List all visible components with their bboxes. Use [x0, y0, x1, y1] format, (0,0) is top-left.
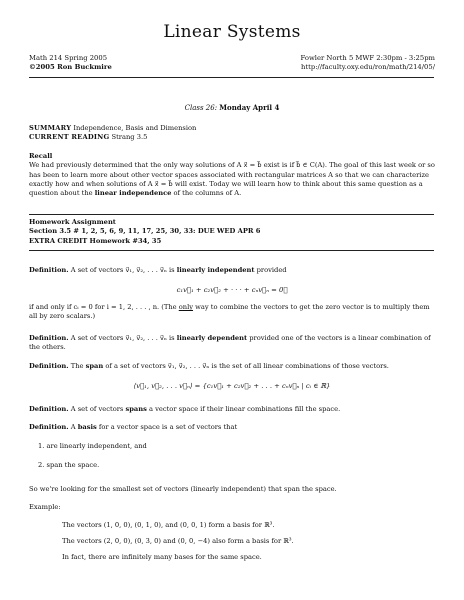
summary-text: Independence, Basis and Dimension [73, 124, 197, 132]
def3-text-b: of a set of vectors v⃗₁, v⃗₂, . . . v⃗ₙ is the set of all linear combinations of those vectors. [103, 362, 389, 370]
example-item: The vectors (2, 0, 0), (0, 3, 0) and (0, 0, −4) also form a basis for ℝ³. [62, 537, 294, 545]
def4-text-b: a vector space if their linear combinations fill the space. [146, 405, 341, 413]
recall-text [29, 161, 435, 198]
course-label: Math 214 Spring 2005 [29, 54, 108, 62]
homework-line1: Section 3.5 # 1, 2, 5, 6, 9, 11, 17, 25, 30, 33: DUE WED APR 6 [29, 227, 261, 236]
homework-line2: EXTRA CREDIT Homework #34, 35 [29, 236, 162, 245]
definition-span [29, 362, 435, 371]
list-item: 2. span the space. [38, 461, 100, 469]
summary-label: SUMMARY [29, 124, 72, 132]
def2-text-a: A set of vectors v⃗₁, v⃗₂, . . . v⃗ₙ is [68, 334, 177, 342]
def5-term: basis [77, 423, 97, 431]
def5-text-b: for a vector space is a set of vectors that [96, 423, 238, 431]
def5-label: Definition. [29, 423, 69, 431]
list-item: 1. are linearly independent, and [38, 442, 147, 450]
def1-after-a: if and only if cᵢ = 0 for i = 1, 2, . . . , n. (The [29, 303, 179, 311]
def3-term: span [85, 362, 104, 370]
def3-equation: ⟨v⃗₁, v⃗₂, . . . v⃗ₙ⟩ = {c₁v⃗₁ + c₂v⃗₂ + . . . + cₙv⃗ₙ | cᵢ ∈ ℝ} [133, 382, 331, 390]
def1-explanation [29, 303, 435, 322]
reading-text: Strang 3.5 [111, 133, 148, 142]
copyright-label: ©2005 Ron Buckmire [29, 63, 112, 71]
recall-text-b: of the columns of A. [171, 189, 242, 198]
basis-criteria-list [38, 442, 147, 470]
header-divider [29, 77, 434, 78]
def2-label: Definition. [29, 334, 69, 342]
course-url[interactable]: http://faculty.oxy.edu/ron/math/214/05/ [301, 63, 435, 71]
def4-text-a: A set of vectors [68, 405, 126, 413]
def3-text-a: The [68, 362, 86, 370]
recall-section [29, 152, 435, 198]
example-item: In fact, there are infinitely many bases for the same space. [62, 553, 262, 561]
recall-text-a: We had previously determined that the only way solutions of A x⃗ = b⃗ exist is if b⃗ ∈ C(A). The goal of this last week or so has been to learn more about other vector spaces associated with rectangular matrices A so that we can characterize exactly how and when solutions of A x⃗ = b⃗ will exist. Today we will learn how to think about this same question as a question about the [29, 161, 435, 198]
example-label: Example: [29, 503, 61, 511]
def1-equation: c₁v⃗₁ + c₂v⃗₂ + · · · + cₙv⃗ₙ = 0⃗ [176, 286, 288, 294]
homework-divider [29, 250, 434, 251]
class-line [0, 103, 464, 112]
def1-label: Definition. [29, 266, 69, 274]
reading-label: CURRENT READING [29, 133, 110, 142]
def1-after-b: way to combine the vectors to get the zero vector is to multiply them all by zero scalars.) [29, 303, 430, 321]
definition-spans [29, 405, 435, 414]
location-time: Fowler North 5 MWF 2:30pm - 3:25pm [300, 54, 435, 62]
def4-term: spans [125, 405, 147, 413]
recall-divider [29, 214, 434, 215]
summary-block [29, 124, 435, 143]
def2-text-b: provided one of the vectors is a linear combination of the others. [29, 334, 431, 352]
recall-heading: Recall [29, 152, 53, 160]
class-date: Monday April 4 [219, 103, 280, 112]
header-left [29, 54, 112, 72]
def1-text-b: provided [254, 266, 287, 274]
homework-heading: Homework Assignment [29, 218, 116, 226]
def5-text-a: A [68, 423, 78, 431]
recall-bold-term: linear independence [94, 189, 172, 198]
example-item: The vectors (1, 0, 0), (0, 1, 0), and (0, 0, 1) form a basis for ℝ³. [62, 521, 275, 529]
homework-section [29, 218, 435, 246]
def1-text-a: A set of vectors v⃗₁, v⃗₂, . . . v⃗ₙ is [68, 266, 177, 274]
header-right [301, 54, 435, 72]
def1-underlined-word: only [178, 303, 194, 311]
conclusion-text: So we're looking for the smallest set of vectors (linearly independent) that span the space. [29, 485, 337, 493]
definition-linearly-independent [29, 266, 435, 275]
document-title: Linear Systems [163, 22, 301, 42]
def1-term: linearly independent [176, 266, 255, 274]
definition-linearly-dependent [29, 334, 435, 353]
definition-basis [29, 423, 435, 432]
def4-label: Definition. [29, 405, 69, 413]
def2-term: linearly dependent [176, 334, 248, 342]
class-number: Class 26: [184, 104, 218, 112]
def3-label: Definition. [29, 362, 69, 370]
